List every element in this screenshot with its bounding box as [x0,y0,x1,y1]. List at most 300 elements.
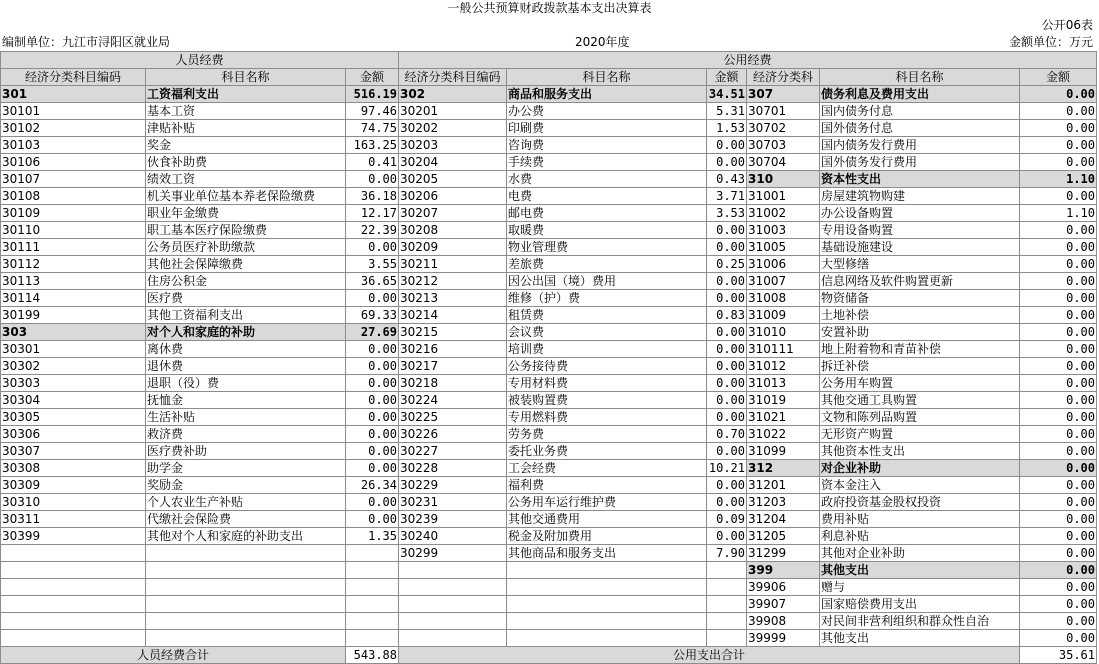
row-name: 维修（护）费 [507,290,707,307]
row-amount: 34.51 [707,86,747,103]
table-row [1,86,1097,103]
row-amount: 26.34 [346,477,399,494]
row-name: 国外债务付息 [820,120,1020,137]
row-amount: 0.00 [707,392,747,409]
row-name: 邮电费 [507,205,707,222]
personnel-total-label: 人员经费合计 [1,647,346,664]
row-amount: 0.00 [707,324,747,341]
row-code: 303 [1,324,146,341]
row-amount: 0.00 [1020,426,1097,443]
row-code: 30227 [399,443,507,460]
totals-row [1,647,1097,664]
row-code: 30216 [399,341,507,358]
row-name: 生活补贴 [146,409,346,426]
row-name: 国外债务发行费用 [820,154,1020,171]
row-name: 退休费 [146,358,346,375]
row-amount: 1.10 [1020,205,1097,222]
row-code: 30107 [1,171,146,188]
row-code: 39906 [747,579,820,596]
row-name: 委托业务费 [507,443,707,460]
row-amount: 0.00 [707,375,747,392]
row-name: 赠与 [820,579,1020,596]
row-amount: 1.35 [346,528,399,545]
row-code: 30702 [747,120,820,137]
table-row [1,307,1097,324]
table-row [1,630,1097,647]
row-name [507,613,707,630]
row-name [507,596,707,613]
table-row [1,528,1097,545]
row-name: 工资福利支出 [146,86,346,103]
table-row [1,137,1097,154]
row-code: 30217 [399,358,507,375]
row-code [399,613,507,630]
row-code: 31003 [747,222,820,239]
row-amount: 0.00 [346,494,399,511]
row-amount: 3.53 [707,205,747,222]
row-name: 公务用车购置 [820,375,1020,392]
row-name: 机关事业单位基本养老保险缴费 [146,188,346,205]
row-amount: 0.00 [346,375,399,392]
row-code: 30215 [399,324,507,341]
row-code: 30224 [399,392,507,409]
row-code: 30214 [399,307,507,324]
row-code: 31005 [747,239,820,256]
row-amount: 27.69 [346,324,399,341]
col-name: 科目名称 [146,69,346,86]
row-amount: 0.00 [707,443,747,460]
row-code [1,613,146,630]
row-amount: 516.19 [346,86,399,103]
row-amount: 0.00 [1020,86,1097,103]
row-name: 拆迁补偿 [820,358,1020,375]
row-name: 其他交通工具购置 [820,392,1020,409]
group-header-row [1,52,1097,69]
row-name: 其他交通费用 [507,511,707,528]
row-amount: 0.00 [346,392,399,409]
row-name: 物业管理费 [507,239,707,256]
row-amount: 22.39 [346,222,399,239]
row-name: 津贴补贴 [146,120,346,137]
column-header-row [1,69,1097,86]
table-row [1,511,1097,528]
row-name: 国内债务付息 [820,103,1020,120]
row-name: 差旅费 [507,256,707,273]
row-code: 30209 [399,239,507,256]
row-code: 39907 [747,596,820,613]
table-row [1,222,1097,239]
table-row [1,579,1097,596]
row-name: 大型修缮 [820,256,1020,273]
row-name: 基本工资 [146,103,346,120]
row-name: 医疗费补助 [146,443,346,460]
table-row [1,494,1097,511]
row-code: 30302 [1,358,146,375]
row-name: 医疗费 [146,290,346,307]
row-amount: 0.00 [707,239,747,256]
row-name: 个人农业生产补贴 [146,494,346,511]
row-code [1,562,146,579]
row-name: 水费 [507,171,707,188]
row-name [146,562,346,579]
row-code: 30299 [399,545,507,562]
row-name: 会议费 [507,324,707,341]
row-amount: 0.00 [707,222,747,239]
row-name: 专用设备购置 [820,222,1020,239]
row-name: 债务利息及费用支出 [820,86,1020,103]
row-amount: 0.00 [707,341,747,358]
expenditure-table [0,51,1097,664]
row-code: 31022 [747,426,820,443]
row-code: 31006 [747,256,820,273]
col-name: 科目名称 [820,69,1020,86]
row-name: 咨询费 [507,137,707,154]
col-amount: 金额 [1020,69,1097,86]
row-name [146,545,346,562]
row-amount: 36.18 [346,188,399,205]
row-code: 31009 [747,307,820,324]
row-amount: 10.21 [707,460,747,477]
row-code: 30213 [399,290,507,307]
row-name: 公务员医疗补助缴款 [146,239,346,256]
row-code: 307 [747,86,820,103]
row-amount: 0.00 [1020,273,1097,290]
row-amount: 0.00 [346,443,399,460]
row-code: 30231 [399,494,507,511]
row-amount: 0.00 [1020,154,1097,171]
table-row [1,239,1097,256]
row-code: 30225 [399,409,507,426]
row-name: 绩效工资 [146,171,346,188]
row-amount: 0.00 [1020,409,1097,426]
row-name: 信息网络及软件购置更新 [820,273,1020,290]
row-amount: 0.00 [1020,562,1097,579]
table-row [1,256,1097,273]
row-code: 31021 [747,409,820,426]
row-name: 公务接待费 [507,358,707,375]
row-name [507,630,707,647]
table-row [1,324,1097,341]
row-amount: 0.00 [1020,545,1097,562]
row-name: 奖金 [146,137,346,154]
row-name: 取暖费 [507,222,707,239]
row-name: 对民间非营利组织和群众性自治 [820,613,1020,630]
table-row [1,120,1097,137]
row-name: 其他对企业补助 [820,545,1020,562]
public-total-amount: 35.61 [1020,647,1097,664]
row-name: 专用材料费 [507,375,707,392]
row-name: 印刷费 [507,120,707,137]
row-amount: 0.00 [1020,494,1097,511]
row-amount: 0.00 [1020,307,1097,324]
row-code: 30303 [1,375,146,392]
row-code: 30108 [1,188,146,205]
table-row [1,273,1097,290]
row-amount: 0.00 [1020,103,1097,120]
row-code: 31007 [747,273,820,290]
row-name [146,613,346,630]
row-code: 312 [747,460,820,477]
table-row [1,103,1097,120]
row-code: 30310 [1,494,146,511]
row-name [146,630,346,647]
row-code: 31299 [747,545,820,562]
row-name: 国内债务发行费用 [820,137,1020,154]
row-amount: 0.00 [346,409,399,426]
row-code: 30212 [399,273,507,290]
row-code: 31010 [747,324,820,341]
row-code: 399 [747,562,820,579]
row-name: 福利费 [507,477,707,494]
row-amount: 0.00 [707,528,747,545]
row-code: 30311 [1,511,146,528]
row-code: 30203 [399,137,507,154]
row-amount [346,630,399,647]
row-name: 劳务费 [507,426,707,443]
row-code: 30103 [1,137,146,154]
row-code: 30228 [399,460,507,477]
row-amount: 5.31 [707,103,747,120]
row-name [146,579,346,596]
row-code: 30205 [399,171,507,188]
row-amount: 0.00 [346,358,399,375]
row-code [1,630,146,647]
row-name: 培训费 [507,341,707,358]
row-name: 电费 [507,188,707,205]
fiscal-year: 2020年度 [575,35,630,49]
row-name: 房屋建筑物购建 [820,188,1020,205]
row-code: 30102 [1,120,146,137]
col-amount: 金额 [346,69,399,86]
row-amount: 0.00 [346,511,399,528]
row-name: 物资储备 [820,290,1020,307]
row-name: 基础设施建设 [820,239,1020,256]
row-name: 代缴社会保险费 [146,511,346,528]
row-name: 安置补助 [820,324,1020,341]
row-amount: 0.00 [1020,256,1097,273]
row-amount: 36.65 [346,273,399,290]
col-code: 经济分类科 [747,69,820,86]
row-code: 39908 [747,613,820,630]
row-amount: 0.00 [707,477,747,494]
col-code: 经济分类科目编码 [1,69,146,86]
row-code: 310 [747,171,820,188]
row-code: 30114 [1,290,146,307]
row-amount: 0.00 [1020,341,1097,358]
row-name: 其他支出 [820,562,1020,579]
table-row [1,545,1097,562]
row-amount: 0.00 [1020,613,1097,630]
row-code: 31008 [747,290,820,307]
row-amount: 0.00 [1020,392,1097,409]
row-amount: 0.00 [1020,579,1097,596]
row-amount: 0.00 [707,494,747,511]
row-code: 30112 [1,256,146,273]
row-name: 被装购置费 [507,392,707,409]
row-amount: 0.00 [346,426,399,443]
row-code: 39999 [747,630,820,647]
row-amount: 0.00 [707,358,747,375]
row-code: 30201 [399,103,507,120]
row-code: 30106 [1,154,146,171]
row-amount: 0.00 [707,273,747,290]
row-name: 办公费 [507,103,707,120]
row-code: 310111 [747,341,820,358]
row-amount [707,613,747,630]
row-code: 30301 [1,341,146,358]
row-name: 救济费 [146,426,346,443]
col-code: 经济分类科目编码 [399,69,507,86]
row-code: 30101 [1,103,146,120]
row-name: 离休费 [146,341,346,358]
row-code: 30206 [399,188,507,205]
row-name: 其他工资福利支出 [146,307,346,324]
row-code: 30703 [747,137,820,154]
row-code: 31099 [747,443,820,460]
row-name: 其他支出 [820,630,1020,647]
row-amount: 163.25 [346,137,399,154]
table-row [1,171,1097,188]
row-amount: 74.75 [346,120,399,137]
row-name [507,579,707,596]
row-name [146,596,346,613]
row-name: 助学金 [146,460,346,477]
row-amount [346,596,399,613]
row-name: 抚恤金 [146,392,346,409]
row-name: 工会经费 [507,460,707,477]
table-row [1,409,1097,426]
row-code: 302 [399,86,507,103]
row-name: 公务用车运行维护费 [507,494,707,511]
row-name: 费用补贴 [820,511,1020,528]
row-code: 31204 [747,511,820,528]
row-amount [346,579,399,596]
form-number: 公开06表 [1041,18,1093,32]
row-amount: 0.00 [346,341,399,358]
row-amount: 0.00 [707,290,747,307]
report-title: 一般公共预算财政拨款基本支出决算表 [447,1,652,15]
row-code: 30304 [1,392,146,409]
row-amount [707,579,747,596]
row-amount: 7.90 [707,545,747,562]
row-code: 30240 [399,528,507,545]
table-row [1,443,1097,460]
row-code: 30309 [1,477,146,494]
row-code: 301 [1,86,146,103]
row-amount: 0.00 [1020,528,1097,545]
row-amount: 0.25 [707,256,747,273]
row-code [1,579,146,596]
row-amount: 0.00 [1020,477,1097,494]
row-amount: 0.70 [707,426,747,443]
row-amount: 0.00 [1020,120,1097,137]
row-name: 对个人和家庭的补助 [146,324,346,341]
row-code: 30307 [1,443,146,460]
row-code: 30229 [399,477,507,494]
row-name: 职业年金缴费 [146,205,346,222]
row-amount: 0.41 [346,154,399,171]
table-row [1,426,1097,443]
row-amount: 0.00 [707,154,747,171]
row-code: 30208 [399,222,507,239]
row-name: 住房公积金 [146,273,346,290]
row-amount: 0.00 [346,171,399,188]
row-name: 地上附着物和青苗补偿 [820,341,1020,358]
row-amount: 1.53 [707,120,747,137]
row-amount: 0.43 [707,171,747,188]
row-code: 31012 [747,358,820,375]
row-name: 对企业补助 [820,460,1020,477]
row-amount: 0.00 [346,460,399,477]
row-name: 其他商品和服务支出 [507,545,707,562]
row-amount: 0.00 [1020,443,1097,460]
row-code: 31201 [747,477,820,494]
row-name: 办公设备购置 [820,205,1020,222]
row-code: 30202 [399,120,507,137]
row-code: 30239 [399,511,507,528]
row-amount: 0.09 [707,511,747,528]
row-code: 31205 [747,528,820,545]
row-amount: 0.00 [1020,290,1097,307]
row-amount: 0.83 [707,307,747,324]
table-row [1,188,1097,205]
row-amount [707,596,747,613]
row-name: 其他对个人和家庭的补助支出 [146,528,346,545]
row-name: 利息补贴 [820,528,1020,545]
row-code: 31001 [747,188,820,205]
compiling-unit: 编制单位：九江市浔阳区就业局 [2,35,171,49]
row-name: 其他资本性支出 [820,443,1020,460]
table-row [1,392,1097,409]
row-amount: 0.00 [346,239,399,256]
row-code: 30399 [1,528,146,545]
row-name: 国家赔偿费用支出 [820,596,1020,613]
row-name: 租赁费 [507,307,707,324]
row-code [399,579,507,596]
row-code: 30701 [747,103,820,120]
row-amount: 0.00 [1020,137,1097,154]
row-name: 其他社会保障缴费 [146,256,346,273]
row-amount: 3.55 [346,256,399,273]
row-name: 专用燃料费 [507,409,707,426]
row-amount [346,545,399,562]
table-row [1,613,1097,630]
row-amount: 0.00 [707,137,747,154]
table-row [1,596,1097,613]
table-row [1,460,1097,477]
table-row [1,358,1097,375]
row-amount: 0.00 [1020,511,1097,528]
group-public: 公用经费 [399,52,1097,69]
row-code: 30109 [1,205,146,222]
table-row [1,477,1097,494]
row-amount: 69.33 [346,307,399,324]
row-amount: 0.00 [1020,358,1097,375]
table-row [1,562,1097,579]
row-name: 无形资产购置 [820,426,1020,443]
row-amount: 97.46 [346,103,399,120]
row-code: 31203 [747,494,820,511]
row-amount: 0.00 [707,409,747,426]
table-row [1,341,1097,358]
row-amount [346,562,399,579]
row-code: 30226 [399,426,507,443]
row-amount [346,613,399,630]
row-amount: 0.00 [1020,222,1097,239]
row-code: 30305 [1,409,146,426]
row-name: 资本性支出 [820,171,1020,188]
row-amount: 0.00 [1020,460,1097,477]
